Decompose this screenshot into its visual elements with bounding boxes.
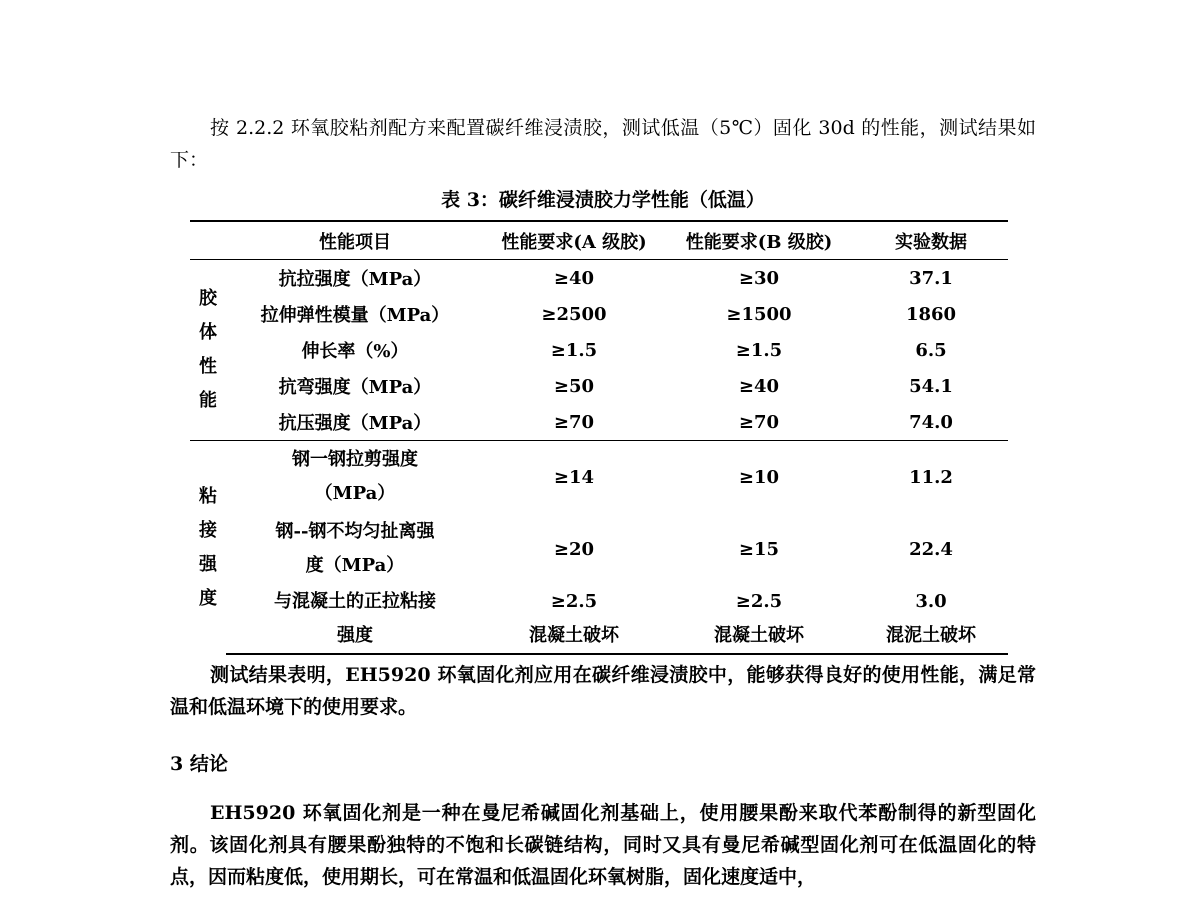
table-header-row (190, 221, 1008, 260)
cell-item: 抗压强度（MPa） (278, 413, 432, 434)
cell-item: 与混凝土的正拉粘接 强度 (226, 585, 484, 654)
cell-req-b: ≥1.5 (735, 339, 783, 361)
group-label-glue: 胶 体 性 能 (199, 288, 217, 411)
cell-req-a: ≥50 (553, 375, 595, 397)
header-data: 实验数据 (854, 221, 1008, 260)
cell-req-b: ≥10 (664, 441, 854, 514)
cell-req-a: ≥14 (484, 441, 664, 514)
cell-data: 3.0 混泥土破坏 (854, 585, 1008, 654)
cell-item: 钢一钢拉剪强度 （MPa） (226, 441, 484, 514)
header-req-a: 性能要求(A 级胶) (484, 221, 664, 260)
table-row (190, 404, 1008, 441)
cell-item: 拉伸弹性模量（MPa） (260, 305, 450, 326)
cell-item: 钢--钢不均匀扯离强 度（MPa） (275, 521, 435, 576)
cell-data: 54.1 (909, 375, 953, 397)
cell-req-b: ≥30 (738, 267, 780, 289)
cell-item: 抗拉强度（MPa） (278, 269, 432, 290)
intro-paragraph: 按 2.2.2 环氧胶粘剂配方来配置碳纤维浸渍胶，测试低温（5℃）固化 30d 的性能，测试结果如下： (170, 117, 1036, 171)
cell-data: 37.1 (909, 267, 953, 289)
cell-req-b: ≥70 (738, 411, 780, 433)
header-item: 性能项目 (226, 221, 484, 260)
group-label-bond: 粘 接 强 度 (190, 441, 226, 655)
cell-req-a: ≥40 (553, 267, 595, 289)
table-row (190, 513, 1008, 585)
cell-req-b: ≥40 (738, 375, 780, 397)
cell-req-a: ≥20 (553, 538, 595, 560)
header-side-blank (190, 221, 226, 260)
table-row (190, 296, 1008, 332)
cell-req-a: ≥1.5 (550, 339, 598, 361)
cell-data: 11.2 (854, 441, 1008, 514)
table-row (190, 368, 1008, 404)
cell-data: 74.0 (909, 411, 953, 433)
header-req-b: 性能要求(B 级胶) (664, 221, 854, 260)
performance-table (190, 220, 1008, 655)
cell-req-a: ≥2500 (541, 303, 607, 325)
cell-data: 1860 (905, 303, 957, 325)
cell-item: 抗弯强度（MPa） (278, 377, 432, 398)
cell-data: 22.4 (909, 538, 953, 560)
conclusion-paragraph: EH5920 环氧固化剂是一种在曼尼希碱固化剂基础上，使用腰果酚来取代苯酚制得的新型固化剂。该固化剂具有腰果酚独特的不饱和长碳链结构，同时又具有曼尼希碱型固化剂可在低温固化的特点，因而粘度低，使用期长，可在常温和低温固化环氧树脂，固化速度适中， (170, 802, 1036, 888)
table-row (190, 441, 1008, 514)
table-caption: 表 3：碳纤维浸渍胶力学性能（低温） (441, 189, 765, 211)
cell-req-b: ≥2.5 混凝土破坏 (664, 585, 854, 654)
section-heading: 3 结论 (170, 753, 228, 775)
cell-req-b: ≥15 (738, 538, 780, 560)
cell-req-b: ≥1500 (726, 303, 792, 325)
table-row (190, 332, 1008, 368)
table-row (190, 260, 1008, 297)
cell-item: 伸长率（%） (301, 341, 409, 362)
cell-req-a: ≥70 (553, 411, 595, 433)
cell-req-a: ≥2.5 混凝土破坏 (484, 585, 664, 654)
table-row (190, 585, 1008, 654)
result-paragraph: 测试结果表明，EH5920 环氧固化剂应用在碳纤维浸渍胶中，能够获得良好的使用性能，满足常温和低温环境下的使用要求。 (170, 664, 1036, 718)
cell-data: 6.5 (915, 339, 947, 361)
